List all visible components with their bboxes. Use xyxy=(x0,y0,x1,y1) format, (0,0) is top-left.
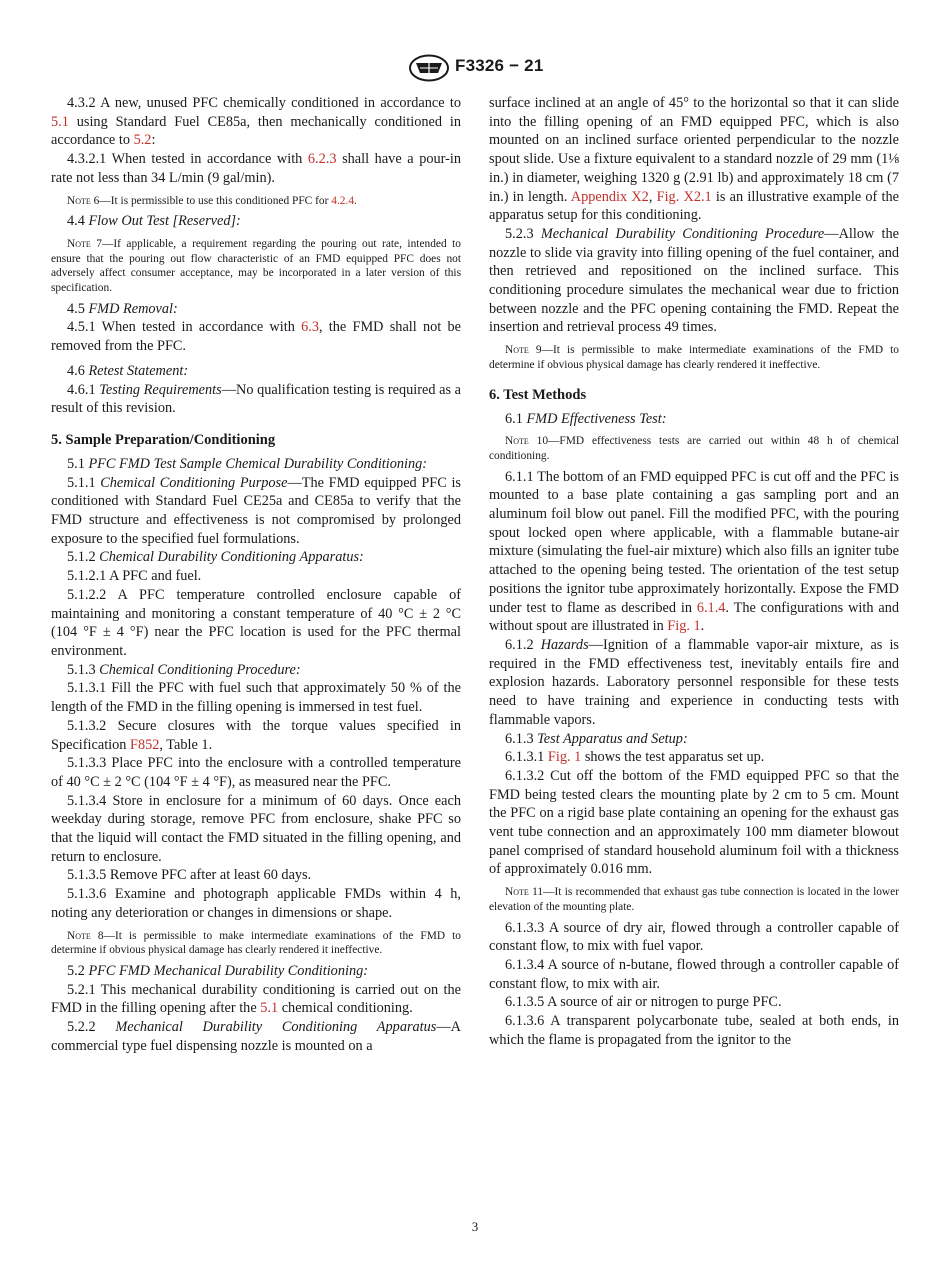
link-6-2-3[interactable]: 6.2.3 xyxy=(307,151,337,168)
para-4-4: 4.4 Flow Out Test [Reserved]: xyxy=(67,213,241,230)
para-4-5-1: 4.5.1 When tested in accordance with 6.3, the FMD shall not be removed from the PFC. xyxy=(51,319,461,355)
para-5-2-2: 5.2.2 Mechanical Durability Conditioning Apparatus—A commercial type fuel dispensing nozzle is mounted on a xyxy=(51,1019,461,1054)
para-5-1-3-6: 5.1.3.6 Examine and photograph applicable FMDs within 4 h, noting any deterioration or changes in dimensions or shape. xyxy=(51,886,461,921)
link-fig-1-b[interactable]: Fig. 1 xyxy=(547,749,582,766)
link-f852[interactable]: F852 xyxy=(130,736,160,753)
para-5-1-3-5: 5.1.3.5 Remove PFC after at least 60 days. xyxy=(67,867,312,884)
section-6-heading: 6. Test Methods xyxy=(489,386,587,403)
section-5-heading: 5. Sample Preparation/Conditioning xyxy=(51,431,276,448)
para-5-2-1: 5.2.1 This mechanical durability conditioning is carried out on the FMD in the filling opening after the 5.1 chemical conditioning. xyxy=(51,981,461,1017)
link-5-1-b[interactable]: 5.1 xyxy=(260,1000,279,1017)
document-id: F3326 − 21 xyxy=(455,56,544,75)
note-7: Note 7—If applicable, a requirement regarding the pouring out rate, intended to ensure that the pouring out flow characteristic of an FMD equipped PFC does not adversely affect consumer acceptance, may be incorporated in a later version of this specification. xyxy=(51,237,461,295)
para-6-1-3-2: 6.1.3.2 Cut off the bottom of the FMD equipped PFC so that the FMD being tested clears the mounting plate by 2 cm to 5 cm. Mount the PFC on a rigid base plate containing an opening for the exhaust gas vent tube connection and an approximately 100 mm diameter blowout panel comprised of standard household aluminum foil with a thickness of approximately 0.016 mm. xyxy=(489,767,899,878)
para-6-1-2: 6.1.2 Hazards—Ignition of a flammable vapor-air mixture, as is required in the FMD effectiveness test, inevitably entails fire and explosion hazards. Laboratory personnel responsible for these tests need to have training and experience in conducting tests with flammable vapors. xyxy=(489,636,899,728)
page-number: 3 xyxy=(471,1219,479,1234)
para-6-1-3: 6.1.3 Test Apparatus and Setup: xyxy=(505,730,688,747)
right-column xyxy=(489,94,899,1049)
para-6-1-3-5: 6.1.3.5 A source of air or nitrogen to purge PFC. xyxy=(505,994,782,1011)
note-6: Note 6—It is permissible to use this conditioned PFC for 4.2.4. xyxy=(67,194,357,207)
para-4-5: 4.5 FMD Removal: xyxy=(67,300,178,317)
para-4-3-2: 4.3.2 A new, unused PFC chemically conditioned in accordance to 5.1 using Standard Fuel CE85a, then mechanically conditioned in accordance to 5.2: xyxy=(51,95,461,149)
link-fig-1[interactable]: Fig. 1 xyxy=(667,618,701,635)
note-9: Note 9—It is permissible to make intermediate examinations of the FMD to determine if obvious physical damage has clearly rendered it ineffective. xyxy=(489,344,899,371)
para-4-6-1: 4.6.1 Testing Requirements—No qualification testing is required as a result of this revision. xyxy=(51,381,462,417)
para-5-2-2-cont: surface inclined at an angle of 45° to the horizontal so that it can slide into the filling opening of an FMD equipped PFC, which is also mounted on an inclined surface oriented perpendicular to the nozzle spout slide. Use a fixture equivalent to a standard nozzle of 29 mm (1⅛ in.) in diameter, weighing 1320 g (2.91 lb) and approximately 18 cm (7 in.) in length. Appendix X2, Fig. X2.1 is an illustrative example of the apparatus setup for this conditioning. xyxy=(489,95,899,224)
para-6-1-1: 6.1.1 The bottom of an FMD equipped PFC is cut off and the PFC is mounted to a base plate containing a gas sampling port and an aluminum foil blow out panel. Fill the modified PFC, with the pouring spout locked open where applicable, with a flammable butane-air mixture (simulating the fuel-air mixture) which also fills an igniter tube attached to the opening being tested. The orientation of the test setup positions the ignitor tube approximately horizontally. Expose the FMD under test to flame as described in 6.1.4. The configurations with and without spout are illustrated in Fig. 1. xyxy=(489,468,900,635)
link-fig-x2-1[interactable]: Fig. X2.1 xyxy=(656,188,712,205)
para-5-1-3-3: 5.1.3.3 Place PFC into the enclosure with a controlled temperature of 40 °C ± 2 °C (104 °F ± 4 °F), as measured near the PFC. xyxy=(51,755,461,790)
link-6-1-4[interactable]: 6.1.4 xyxy=(696,599,726,616)
para-4-6: 4.6 Retest Statement: xyxy=(67,362,189,379)
para-5-2: 5.2 PFC FMD Mechanical Durability Conditioning: xyxy=(67,962,368,979)
link-4-2-4[interactable]: 4.2.4 xyxy=(331,194,355,207)
para-5-1-2-2: 5.1.2.2 A PFC temperature controlled enclosure capable of maintaining and monitoring a constant temperature of 40 °C ± 2 °C (104 °F ± 4 °F) near the PFC location is used for the PFC thermal environment. xyxy=(51,586,461,659)
para-5-1-3: 5.1.3 Chemical Conditioning Procedure: xyxy=(67,661,301,678)
page-header xyxy=(0,54,950,84)
para-5-1-3-4: 5.1.3.4 Store in enclosure for a minimum of 60 days. Once each weekday during storage, remove PFC from enclosure, shake PFC so that the liquid will contact the FMD situated in the filling opening, and return to enclosure. xyxy=(51,792,461,865)
note-8: Note 8—It is permissible to make intermediate examinations of the FMD to determine if obvious physical damage has clearly rendered it ineffective. xyxy=(51,929,461,957)
left-column xyxy=(51,94,461,1055)
note-11: Note 11—It is recommended that exhaust gas tube connection is located in the lower elevation of the mounting plate. xyxy=(489,886,900,913)
para-6-1-3-1: 6.1.3.1 Fig. 1 shows the test apparatus set up. xyxy=(505,749,765,766)
para-6-1-3-6: 6.1.3.6 A transparent polycarbonate tube, sealed at both ends, in which the flame is propagated from the ignitor to the xyxy=(489,1013,899,1048)
para-5-1-1: 5.1.1 Chemical Conditioning Purpose—The FMD equipped PFC is conditioned with Standard Fuel CE25a and CE85a to verify that the FMD structure and effectiveness is not compromised by prolonged exposure to the specified fuel formulations. xyxy=(51,474,461,547)
link-5-2[interactable]: 5.2 xyxy=(133,132,152,149)
note-10: Note 10—FMD effectiveness tests are carried out within 48 h of chemical conditioning. xyxy=(489,435,900,462)
para-5-1: 5.1 PFC FMD Test Sample Chemical Durability Conditioning: xyxy=(67,455,428,472)
para-6-1-3-4: 6.1.3.4 A source of n-butane, flowed through a controller capable of constant flow, to mix with air. xyxy=(489,956,899,992)
link-5-1[interactable]: 5.1 xyxy=(51,113,69,130)
para-6-1-3-3: 6.1.3.3 A source of dry air, flowed through a controller capable of constant flow, to mix with fuel vapor. xyxy=(489,919,899,955)
para-5-1-3-1: 5.1.3.1 Fill the PFC with fuel such that approximately 50 % of the length of the FMD in the filling opening is immersed in test fuel. xyxy=(51,680,461,716)
para-5-1-3-2: 5.1.3.2 Secure closures with the torque values specified in Specification F852, Table 1. xyxy=(51,717,461,753)
para-4-3-2-1: 4.3.2.1 When tested in accordance with 6.2.3 shall have a pour-in rate not less than 34 L/min (9 gal/min). xyxy=(51,151,461,186)
para-6-1: 6.1 FMD Effectiveness Test: xyxy=(505,410,667,427)
para-5-1-2: 5.1.2 Chemical Durability Conditioning Apparatus: xyxy=(67,549,364,566)
astm-logo-icon xyxy=(408,54,450,82)
link-6-3[interactable]: 6.3 xyxy=(301,319,319,336)
para-5-2-3: 5.2.3 Mechanical Durability Conditioning Procedure—Allow the nozzle to slide via gravity into filling opening of the fuel container, and then retrieved and repositioned on the inclined surface. This conditioning procedure simulates the mechanical wear due to friction between nozzle and the PFC opening containing the FMD. Repeat the insertion and retrieval process 49 times. xyxy=(489,225,899,336)
link-appendix-x2[interactable]: Appendix X2 xyxy=(570,188,649,205)
para-5-1-2-1: 5.1.2.1 A PFC and fuel. xyxy=(67,568,202,585)
